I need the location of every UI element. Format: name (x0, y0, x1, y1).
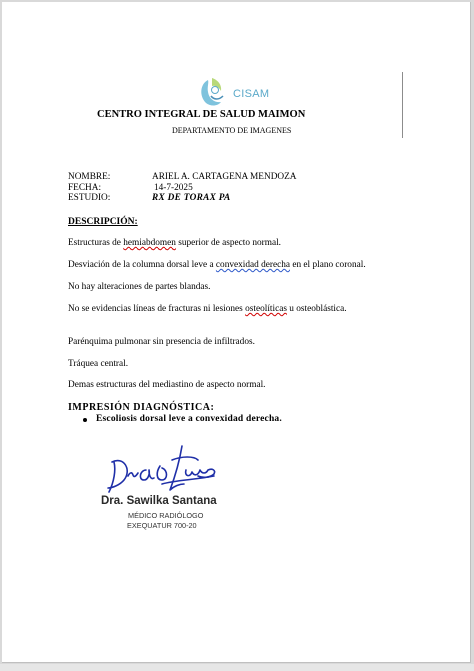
bullet-icon (83, 418, 87, 422)
finding-paragraph (68, 238, 404, 249)
impression-title: IMPRESIÓN DIAGNÓSTICA: (68, 402, 215, 413)
institution-name: CENTRO INTEGRAL DE SALUD MAIMON (97, 109, 306, 120)
finding-text: Estructuras de (68, 238, 124, 248)
name-label: NOMBRE: (68, 172, 111, 182)
finding-paragraph (68, 304, 404, 315)
finding-paragraph: No hay alteraciones de partes blandas. (68, 282, 211, 292)
margin-guide-line (402, 72, 403, 138)
clinic-logo (198, 76, 274, 108)
study-value: RX DE TORAX PA (152, 193, 231, 203)
date-value: 14-7-2025 (154, 183, 193, 193)
description-title: DESCRIPCIÓN: (68, 217, 138, 227)
logo-emblem-icon (198, 76, 232, 108)
logo-text: CISAM (233, 88, 270, 100)
page-footer-strip (0, 664, 474, 671)
name-value: ARIEL A. CARTAGENA MENDOZA (152, 172, 297, 182)
doctor-name: Dra. Sawilka Santana (101, 495, 217, 507)
finding-text: No se evidencias líneas de fracturas ni lesiones (68, 304, 246, 314)
grammarcheck-phrase: convexidad derecha (215, 260, 290, 270)
finding-text: u osteoblástica. (286, 304, 347, 314)
finding-text: Desviación de la columna dorsal leve a (68, 260, 216, 270)
finding-paragraph: Parénquima pulmonar sin presencia de infiltrados. (68, 337, 255, 347)
department-name: DEPARTAMENTO DE IMAGENES (172, 126, 292, 135)
spellcheck-word: hemiabdomen (123, 238, 176, 248)
study-label: ESTUDIO: (68, 193, 111, 203)
impression-item: Escoliosis dorsal leve a convexidad derecha. (96, 414, 282, 424)
date-label: FECHA: (68, 183, 102, 193)
handwritten-signature (102, 440, 224, 498)
finding-text: superior de aspecto normal. (175, 238, 281, 248)
finding-paragraph (68, 260, 404, 271)
finding-text: en el plano coronal. (290, 260, 366, 270)
doctor-title: MÉDICO RADIÓLOGO (128, 511, 204, 520)
spellcheck-word: osteolíticas (245, 304, 287, 314)
finding-paragraph: Tráquea central. (68, 359, 129, 369)
doctor-license: EXEQUATUR 700-20 (127, 521, 197, 530)
finding-paragraph: Demas estructuras del mediastino de aspecto normal. (68, 380, 266, 390)
